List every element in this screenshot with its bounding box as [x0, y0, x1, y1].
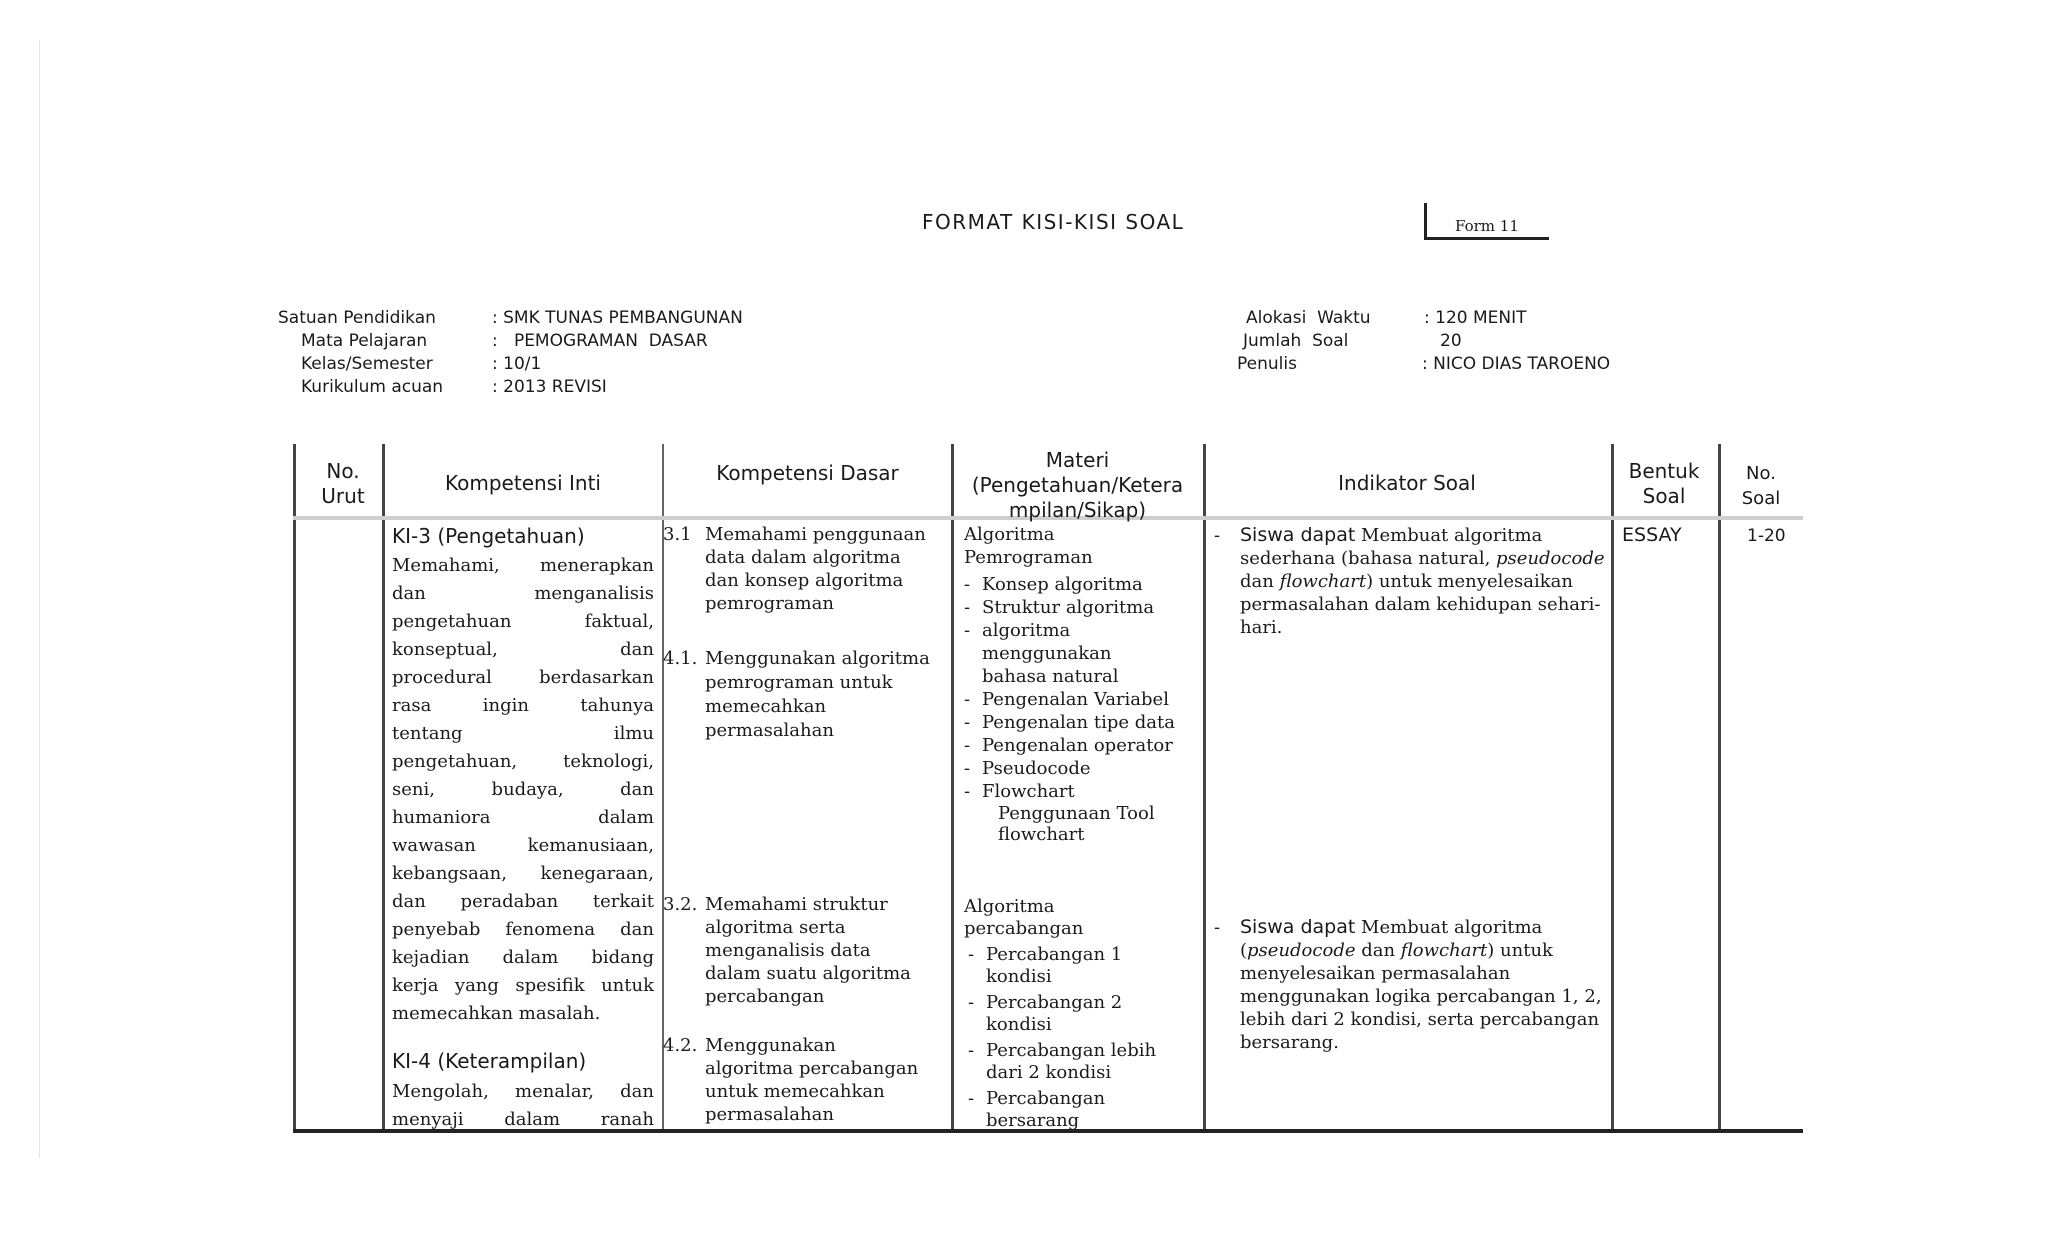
bullet-dash: -: [1214, 917, 1221, 938]
list-item: - Pengenalan operator: [964, 734, 1202, 757]
ki4-title: KI-4 (Keterampilan): [392, 1049, 587, 1073]
info-label-kelas: Kelas/Semester: [301, 354, 433, 374]
page-margin-rule: [39, 40, 40, 1158]
kd-item-4-2: 4.2. Menggunakan algoritma percabangan untuk memecahkan permasalahan: [663, 1035, 919, 1125]
ki4-description: Mengolah, menalar, dan menyaji dalam ranah: [392, 1081, 654, 1130]
info-value-kelas: : 10/1: [492, 354, 542, 374]
materi-block-pemrograman: Algoritma Pemrograman - Konsep algoritma - Struktur algoritma - algoritma menggunakan bahasa natural - Pengenalan Variabel - Pengenalan tipe data - Pengenalan operator - Pseudocode - Flowchart Penggunaan Tool flowchart: [964, 523, 1202, 845]
header-no-urut: No. Urut: [321, 459, 365, 508]
info-value-alokasi: : 120 MENIT: [1424, 308, 1527, 328]
header-kompetensi-inti: Kompetensi Inti: [445, 471, 601, 495]
list-item: - Konsep algoritma: [964, 573, 1202, 596]
info-label-penulis: Penulis: [1237, 354, 1297, 374]
column-divider: [1718, 444, 1721, 1133]
document-title: FORMAT KISI-KISI SOAL: [922, 210, 1185, 234]
info-value-kurikulum: : 2013 REVISI: [492, 377, 607, 397]
kd-number: 3.1: [663, 524, 692, 545]
info-value-satuan: : SMK TUNAS PEMBANGUNAN: [492, 308, 743, 328]
column-divider: [1203, 444, 1206, 1133]
info-label-jumlah: Jumlah Soal: [1243, 331, 1349, 351]
list-item: - Flowchart: [964, 780, 1202, 803]
info-label-kurikulum: Kurikulum acuan: [301, 377, 444, 397]
kd-number: 3.2.: [663, 894, 698, 915]
indikator-item-2: - Siswa dapat Membuat algoritma (pseudocode dan flowchart) untuk menyelesaikan permasalahan menggunakan logika percabangan 1, 2, lebih dari 2 kondisi, serta percabangan bersarang.: [1214, 916, 1602, 1053]
info-label-mapel: Mata Pelajaran: [301, 331, 428, 351]
kd-item-4-1: 4.1. Menggunakan algoritma pemrograman untuk memecahkan permasalahan: [663, 648, 930, 741]
kd-item-3-2: 3.2. Memahami struktur algoritma serta menganalisis data dalam suatu algoritma percabangan: [663, 894, 911, 1007]
materi-list: [964, 573, 1202, 803]
indikator-item-1: - Siswa dapat Membuat algoritma sederhana (bahasa natural, pseudocode dan flowchart) untuk menyelesaikan permasalahan dalam kehidupan sehari-hari.: [1214, 524, 1605, 638]
column-divider: [382, 444, 385, 1133]
header-no-soal: No. Soal: [1741, 463, 1781, 509]
info-value-jumlah: 20: [1440, 331, 1462, 351]
materi-block-percabangan: Algoritma percabangan - Percabangan 1 kondisi - Percabangan 2 kondisi - Percabangan lebih dari 2 kondisi - Percabangan bersarang: [964, 896, 1202, 1132]
info-label-satuan: Satuan Pendidikan: [278, 308, 436, 328]
form-number-box: [1424, 203, 1549, 240]
list-item: - Pseudocode: [964, 757, 1202, 780]
header-indikator-soal: Indikator Soal: [1338, 471, 1476, 495]
list-item: - Percabangan 2 kondisi: [968, 992, 1146, 1036]
bentuk-soal-value: ESSAY: [1622, 524, 1682, 546]
info-label-alokasi: Alokasi Waktu: [1246, 308, 1371, 328]
kd-number: 4.2.: [663, 1035, 698, 1056]
header-materi: Materi (Pengetahuan/Ketera mpilan/Sikap): [971, 448, 1184, 522]
form-number-label: Form 11: [1455, 217, 1519, 235]
info-value-mapel: : PEMOGRAMAN DASAR: [492, 331, 708, 351]
list-item: - algoritma menggunakan bahasa natural: [964, 619, 1142, 688]
list-item: - Pengenalan Variabel: [964, 688, 1202, 711]
no-soal-value: 1-20: [1747, 526, 1786, 546]
ki3-title: KI-3 (Pengetahuan): [392, 524, 585, 548]
kd-item-3-1: 3.1 Memahami penggunaan data dalam algoritma dan konsep algoritma pemrograman: [663, 524, 926, 614]
list-item: - Percabangan bersarang: [968, 1088, 1146, 1132]
header-kompetensi-dasar: Kompetensi Dasar: [716, 461, 899, 485]
list-item: - Pengenalan tipe data: [964, 711, 1202, 734]
info-value-penulis: : NICO DIAS TAROENO: [1422, 354, 1611, 374]
list-item: - Percabangan 1 kondisi: [968, 944, 1156, 988]
header-bentuk-soal: Bentuk Soal: [1628, 459, 1700, 508]
table-border-left: [293, 444, 296, 1133]
materi-list: [964, 944, 1202, 1132]
bullet-dash: -: [1214, 525, 1221, 546]
list-item: - Percabangan lebih dari 2 kondisi: [968, 1040, 1186, 1084]
materi-extra: Penggunaan Tool flowchart: [998, 803, 1155, 845]
column-divider: [951, 444, 954, 1133]
ki3-description: Memahami, menerapkan dan menganalisis pengetahuan faktual, konseptual, dan procedural berdasarkan rasa ingin tahunya tentang ilmu pengetahuan, teknologi, seni, budaya, dan humaniora dalam wawasan kemanusiaan, kebangsaan, kenegaraan, dan peradaban terkait penyebab fenomena dan kejadian dalam bidang kerja yang spesifik untuk memecahkan masalah.: [392, 555, 654, 1024]
kd-number: 4.1.: [663, 648, 698, 669]
list-item: - Struktur algoritma: [964, 596, 1202, 619]
